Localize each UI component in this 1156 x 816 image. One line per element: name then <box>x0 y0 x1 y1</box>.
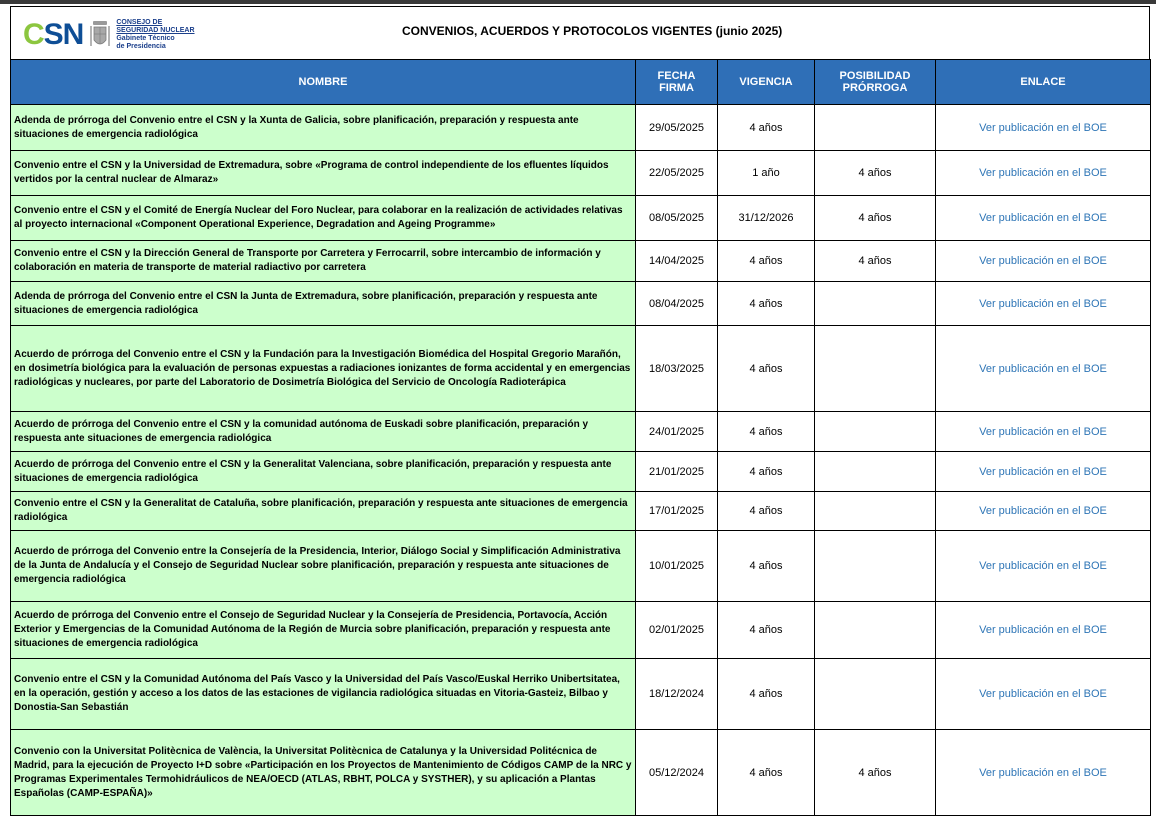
column-header-fecha-firma: FECHA FIRMA <box>636 60 718 105</box>
boe-link[interactable]: Ver publicación en el BOE <box>979 624 1107 636</box>
boe-link[interactable]: Ver publicación en el BOE <box>979 766 1107 779</box>
cell-fecha-firma: 08/05/2025 <box>636 196 718 241</box>
boe-link[interactable]: Ver publicación en el BOE <box>979 465 1107 478</box>
column-header-nombre: NOMBRE <box>11 60 636 105</box>
cell-nombre: Adenda de prórroga del Convenio entre el CSN y la Xunta de Galicia, sobre planificación, preparación y respuesta ante situaciones de emergencia radiológica <box>11 105 636 151</box>
boe-link[interactable]: Ver publicación en el BOE <box>979 362 1107 375</box>
cell-fecha-firma: 18/12/2024 <box>636 659 718 730</box>
table-row <box>11 151 1151 196</box>
cell-enlace <box>936 412 1151 452</box>
cell-prorroga <box>815 105 936 151</box>
table-row <box>11 105 1151 151</box>
cell-nombre: Acuerdo de prórroga del Convenio entre la Consejería de la Presidencia, Interior, Diálogo Social y Simplificación Administrativa de la Junta de Andalucía y el Consejo de Seguridad Nuclear sobre planificación, preparación y respuesta ante situaciones de emergencia radiológica <box>11 531 636 602</box>
document-sheet <box>10 6 1150 816</box>
cell-prorroga: 4 años <box>815 730 936 816</box>
cell-prorroga <box>815 659 936 730</box>
cell-nombre: Acuerdo de prórroga del Convenio entre el CSN y la Generalitat Valenciana, sobre planificación, preparación y respuesta ante situaciones de emergencia radiológica <box>11 452 636 492</box>
cell-enlace <box>936 151 1151 196</box>
column-header-posibilidad-prorroga: POSIBILIDAD PRÓRROGA <box>815 60 936 105</box>
cell-vigencia: 4 años <box>718 105 815 151</box>
table-row <box>11 531 1151 602</box>
cell-enlace <box>936 105 1151 151</box>
table-row <box>11 659 1151 730</box>
cell-enlace <box>936 659 1151 730</box>
wordmark-sn: SN <box>43 18 84 51</box>
boe-link[interactable]: Ver publicación en el BOE <box>979 505 1107 517</box>
cell-fecha-firma: 18/03/2025 <box>636 326 718 412</box>
table-row <box>11 196 1151 241</box>
boe-link[interactable]: Ver publicación en el BOE <box>979 167 1107 179</box>
cell-prorroga: 4 años <box>815 241 936 282</box>
cell-prorroga <box>815 412 936 452</box>
cell-vigencia: 31/12/2026 <box>718 196 815 241</box>
cell-fecha-firma: 10/01/2025 <box>636 531 718 602</box>
cell-enlace <box>936 196 1151 241</box>
cell-nombre: Convenio entre el CSN y la Generalitat de Cataluña, sobre planificación, preparación y respuesta ante situaciones de emergencia radiológica <box>11 492 636 531</box>
boe-link[interactable]: Ver publicación en el BOE <box>979 297 1107 310</box>
cell-enlace <box>936 241 1151 282</box>
boe-link[interactable]: Ver publicación en el BOE <box>979 560 1107 572</box>
boe-link[interactable]: Ver publicación en el BOE <box>979 688 1107 700</box>
table-row <box>11 241 1151 282</box>
cell-prorroga <box>815 452 936 492</box>
wordmark-c: C <box>23 18 44 51</box>
logo-org-line1: CONSEJO DE <box>116 19 163 26</box>
cell-vigencia: 1 año <box>718 151 815 196</box>
csn-wordmark <box>23 20 83 50</box>
cell-enlace <box>936 531 1151 602</box>
cell-prorroga <box>815 531 936 602</box>
table-row <box>11 412 1151 452</box>
cell-nombre: Convenio con la Universitat Politècnica de València, la Universitat Politècnica de Catalunya y la Universidad Politécnica de Madrid, para la ejecución de Proyecto I+D sobre «Participación en los Proyectos de Mantenimiento de Códigos CAMP de la NRC y Programas Experimentales Termohidráulicos de NEA/OECD (ATLAS, RBHT, POLCA y SYSTHER), y su aplicación a Plantas Españolas (CAMP-ESPAÑA)» <box>11 730 636 816</box>
boe-link[interactable]: Ver publicación en el BOE <box>979 425 1107 438</box>
cell-nombre: Convenio entre el CSN y la Dirección General de Transporte por Carretera y Ferrocarril, sobre intercambio de información y colaboración en materia de transporte de material radiactivo por carretera <box>11 241 636 282</box>
top-edge-bar <box>0 0 1156 4</box>
cell-vigencia: 4 años <box>718 412 815 452</box>
boe-link[interactable]: Ver publicación en el BOE <box>979 255 1107 267</box>
cell-prorroga <box>815 492 936 531</box>
cell-nombre: Convenio entre el CSN y la Comunidad Autónoma del País Vasco y la Universidad del País Vasco/Euskal Herriko Unibertsitatea, en la operación, gestión y acceso a los datos de las estaciones de vigilancia radiológica situadas en Vitoria-Gasteiz, Bilbao y Donostia-San Sebastián <box>11 659 636 730</box>
document-header <box>10 6 1150 59</box>
table-header-row <box>11 60 1151 105</box>
cell-vigencia: 4 años <box>718 659 815 730</box>
cell-nombre: Adenda de prórroga del Convenio entre el CSN la Junta de Extremadura, sobre planificación, preparación y respuesta ante situaciones de emergencia radiológica <box>11 282 636 326</box>
cell-fecha-firma: 21/01/2025 <box>636 452 718 492</box>
cell-enlace <box>936 730 1151 816</box>
cell-vigencia: 4 años <box>718 492 815 531</box>
cell-vigencia: 4 años <box>718 452 815 492</box>
cell-vigencia: 4 años <box>718 282 815 326</box>
cell-fecha-firma: 08/04/2025 <box>636 282 718 326</box>
cell-enlace <box>936 326 1151 412</box>
column-header-enlace: ENLACE <box>936 60 1151 105</box>
table-row <box>11 602 1151 659</box>
cell-enlace <box>936 602 1151 659</box>
cell-nombre: Convenio entre el CSN y el Comité de Energía Nuclear del Foro Nuclear, para colaborar en la realización de actividades relativas al proyecto internacional «Component Operational Experience, Degradation and Ageing Programme» <box>11 196 636 241</box>
cell-fecha-firma: 17/01/2025 <box>636 492 718 531</box>
cell-prorroga: 4 años <box>815 196 936 241</box>
table-row <box>11 326 1151 412</box>
cell-vigencia: 4 años <box>718 531 815 602</box>
cell-vigencia: 4 años <box>718 730 815 816</box>
table-row <box>11 452 1151 492</box>
table-row <box>11 730 1151 816</box>
spanish-coat-of-arms-icon <box>89 20 111 50</box>
cell-nombre: Convenio entre el CSN y la Universidad de Extremadura, sobre «Programa de control independiente de los efluentes líquidos vertidos por la central nuclear de Almaraz» <box>11 151 636 196</box>
logo-text <box>116 19 194 51</box>
cell-prorroga <box>815 282 936 326</box>
cell-enlace <box>936 452 1151 492</box>
table-row <box>11 492 1151 531</box>
logo-unit-line1: Gabinete Técnico <box>116 35 175 42</box>
cell-nombre: Acuerdo de prórroga del Convenio entre el CSN y la Fundación para la Investigación Biomédica del Hospital Gregorio Marañón, en dosimetría biológica para la evaluación de personas expuestas a radiaciones ionizantes de forma accidental y en emergencias radiológicas y nucleares, por parte del Laboratorio de Dosimetría Biológica del Servicio de Oncología Radioterápica <box>11 326 636 412</box>
column-header-vigencia: VIGENCIA <box>718 60 815 105</box>
cell-vigencia: 4 años <box>718 326 815 412</box>
cell-fecha-firma: 24/01/2025 <box>636 412 718 452</box>
cell-enlace <box>936 492 1151 531</box>
document-title: CONVENIOS, ACUERDOS Y PROTOCOLOS VIGENTES (junio 2025) <box>402 24 783 38</box>
cell-prorroga <box>815 326 936 412</box>
cell-fecha-firma: 02/01/2025 <box>636 602 718 659</box>
boe-link[interactable]: Ver publicación en el BOE <box>979 212 1107 224</box>
logo-org-line2: SEGURIDAD NUCLEAR <box>116 27 195 34</box>
cell-fecha-firma: 29/05/2025 <box>636 105 718 151</box>
cell-prorroga <box>815 602 936 659</box>
cell-nombre: Acuerdo de prórroga del Convenio entre el Consejo de Seguridad Nuclear y la Consejería de Presidencia, Portavocía, Acción Exterior y Emergencias de la Comunidad Autónoma de la Región de Murcia sobre planificación, preparación y respuesta ante situaciones de emergencia radiológica <box>11 602 636 659</box>
cell-nombre: Acuerdo de prórroga del Convenio entre el CSN y la comunidad autónoma de Euskadi sobre planificación, preparación y respuesta ante situaciones de emergencia radiológica <box>11 412 636 452</box>
table-row <box>11 282 1151 326</box>
boe-link[interactable]: Ver publicación en el BOE <box>979 121 1107 134</box>
cell-vigencia: 4 años <box>718 241 815 282</box>
csn-logo <box>23 19 195 51</box>
cell-fecha-firma: 14/04/2025 <box>636 241 718 282</box>
logo-unit-line2: de Presidencia <box>116 43 166 50</box>
cell-fecha-firma: 05/12/2024 <box>636 730 718 816</box>
cell-fecha-firma: 22/05/2025 <box>636 151 718 196</box>
cell-enlace <box>936 282 1151 326</box>
agreements-table <box>10 59 1151 816</box>
cell-prorroga: 4 años <box>815 151 936 196</box>
cell-vigencia: 4 años <box>718 602 815 659</box>
